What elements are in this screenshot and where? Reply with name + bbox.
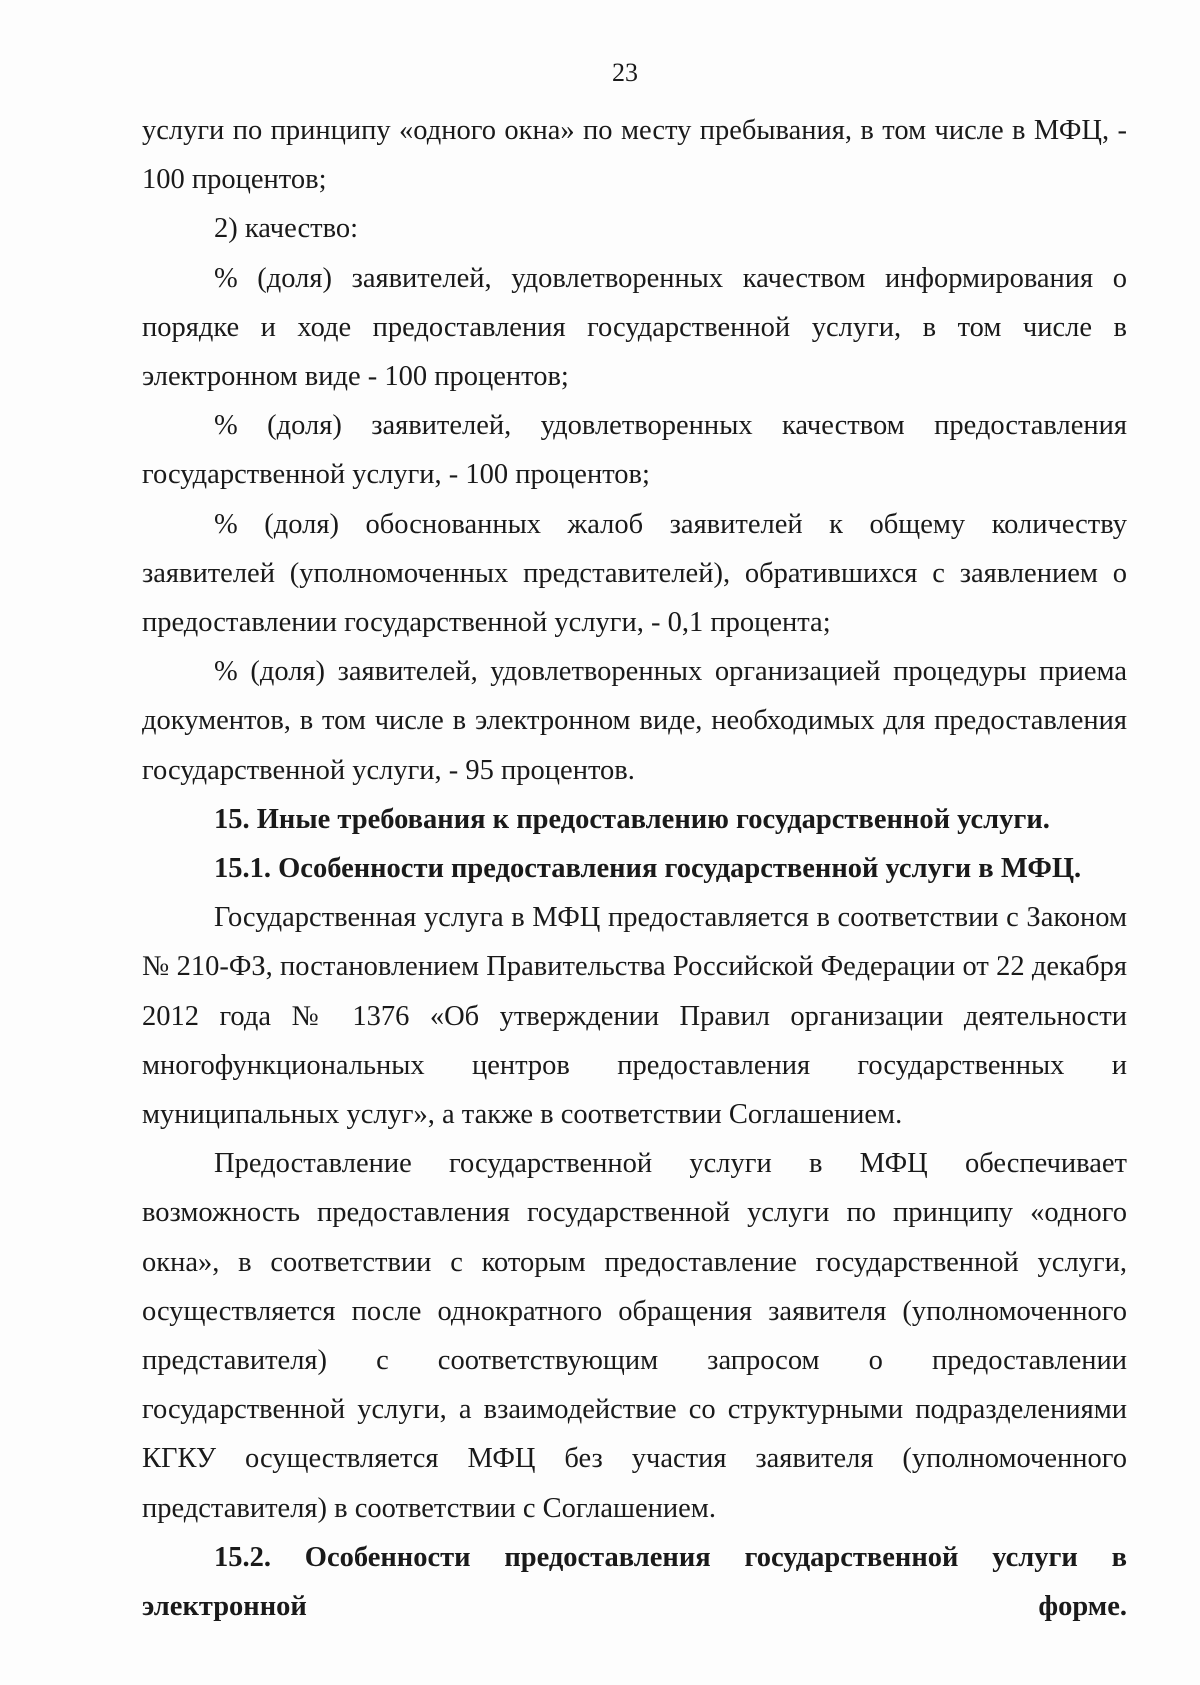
paragraph-one-window-principle: Предоставление государственной услуги в МФЦ обеспечивает возможность предоставления государственной услуги по принципу «одного окна», в соответствии с которым предоставление государственной услуги, осуществляется после однократного обращения заявителя (уполномоченного представителя) с соответствующим запросом о предоставлении государственной услуги, а взаимодействие со структурными подразделениями КГКУ осуществляется МФЦ без участия заявителя (уполномоченного представителя) в соответствии с Соглашением. — [142, 1148, 1127, 1524]
paragraph-quality-heading: 2) качество: — [214, 213, 359, 245]
section-heading-15-1: 15.1. Особенности предоставления государственной услуги в МФЦ. — [214, 853, 1082, 885]
document-body — [142, 106, 1127, 1631]
paragraph-complaints-share: % (доля) обоснованных жалоб заявителей к общему количеству заявителей (уполномоченных представителей), обратившихся с заявлением о предоставлении государственной услуги, - 0,1 процента; — [142, 508, 1127, 639]
paragraph-service-quality: % (доля) заявителей, удовлетворенных качеством предоставления государственной услуги, - 100 процентов; — [142, 410, 1127, 491]
section-heading-15-2: 15.2. Особенности предоставления государственной услуги в электронной форме. — [142, 1541, 1127, 1623]
paragraph-mfc-legal-basis: Государственная услуга в МФЦ предоставляется в соответствии с Законом № 210-ФЗ, постановлением Правительства Российской Федерации от 22 декабря 2012 года № 1376 «Об утверждении Правил организации деятельности многофункциональных центров предоставления государственных и муниципальных услуг», а также в соответствии Соглашением. — [142, 902, 1127, 1131]
paragraph-availability-continued: услуги по принципу «одного окна» по месту пребывания, в том числе в МФЦ, - 100 процентов; — [142, 115, 1127, 196]
paragraph-document-reception: % (доля) заявителей, удовлетворенных организацией процедуры приема документов, в том числе в электронном виде, необходимых для предоставления государственной услуги, - 95 процентов. — [142, 656, 1127, 786]
page-number: 23 — [612, 58, 638, 87]
paragraph-information-quality: % (доля) заявителей, удовлетворенных качеством информирования о порядке и ходе предоставления государственной услуги, в том числе в электронном виде - 100 процентов; — [142, 262, 1127, 393]
section-heading-15: 15. Иные требования к предоставлению государственной услуги. — [214, 803, 1050, 835]
